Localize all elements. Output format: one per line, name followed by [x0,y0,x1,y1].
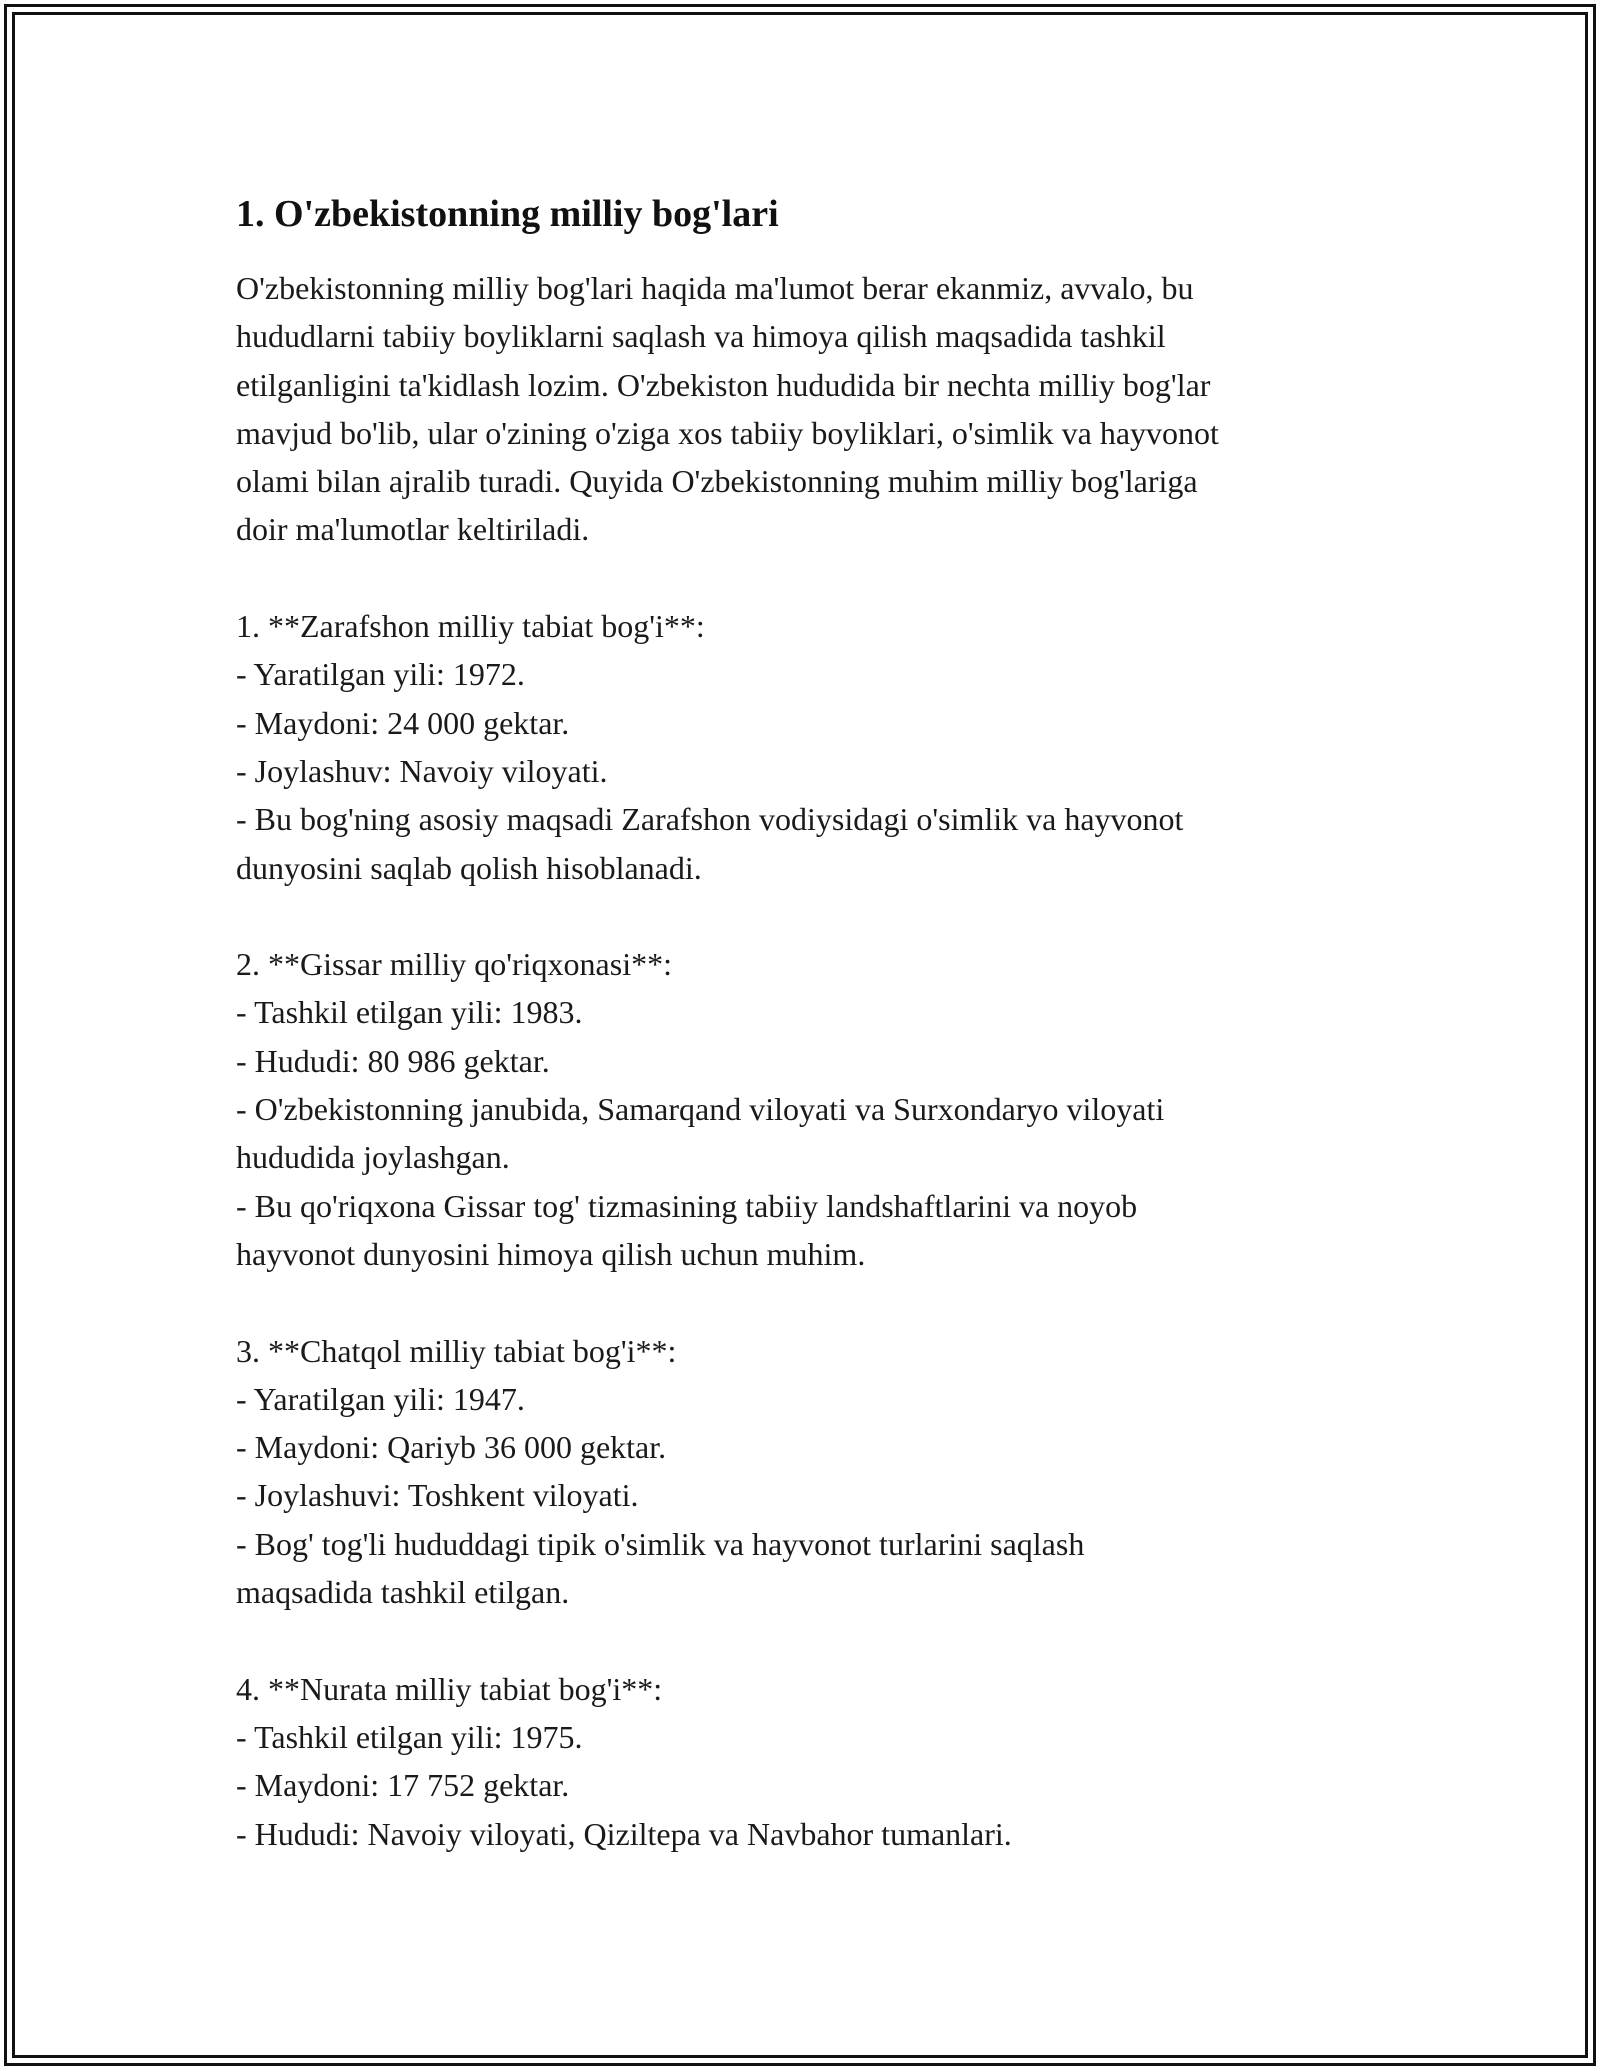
document-title: 1. O'zbekistonning milliy bog'lari [236,193,779,235]
document-body: O'zbekistonning milliy bog'lari haqida ma'lumot berar ekanmiz, avvalo, bu hududlarni tabiiy boyliklarni saqlash va himoya qilish maqsadida tashkil etilganligini ta'kidlash lozim. O'zbekiston hududida bir nechta milliy bog'lar mavjud bo'lib, ular o'zining o'ziga xos tabiiy boyliklari, o'simlik va hayvonot olami bilan ajralib turadi. Quyida O'zbekistonning muhim milliy bog'lariga doir ma'lumotlar keltiriladi. 1. **Zarafshon milliy tabiat bog'i**: - Yaratilgan yili: 1972. - Maydoni: 24 000 gektar. - Joylashuv: Navoiy viloyati. - Bu bog'ning asosiy maqsadi Zarafshon vodiysidagi o'simlik va hayvonot dunyosini saqlab qolish hisoblanadi. 2. **Gissar milliy qo'riqxonasi**: - Tashkil etilgan yili: 1983. - Hududi: 80 986 gektar. - O'zbekistonning janubida, Samarqand viloyati va Surxondaryo viloyati hududida joylashgan. - Bu qo'riqxona Gissar tog' tizmasining tabiiy landshaftlarini va noyob hayvonot dunyosini himoya qilish uchun muhim. 3. **Chatqol milliy tabiat bog'i**: - Yaratilgan yili: 1947. - Maydoni: Qariyb 36 000 gektar. - Joylashuvi: Toshkent viloyati. - Bog' tog'li hududdagi tipik o'simlik va hayvonot turlarini saqlash maqsadida tashkil etilgan. 4. **Nurata milliy tabiat bog'i**: - Tashkil etilgan yili: 1975. - Maydoni: 17 752 gektar. - Hududi: Navoiy viloyati, Qiziltepa va Navbahor tumanlari. [236,270,1219,1852]
document-content [236,190,1386,1858]
